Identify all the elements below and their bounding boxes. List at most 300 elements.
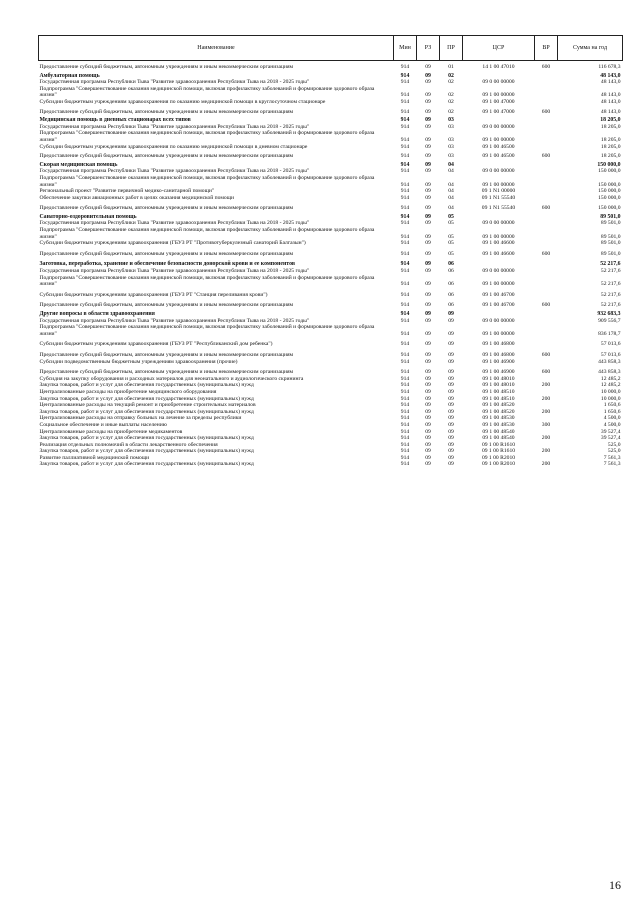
row-ministry: 914 — [400, 435, 410, 442]
row-sum: 18 205,0 — [600, 153, 621, 160]
table-row — [39, 150, 623, 160]
row-ministry: 914 — [400, 395, 410, 402]
row-subsection: 09 — [448, 369, 454, 376]
row-ministry: 914 — [400, 123, 410, 130]
table-row — [39, 175, 623, 188]
row-sum: 39 527,4 — [600, 435, 621, 442]
row-ministry: 914 — [400, 92, 410, 99]
row-name: Закупка товаров, работ и услуг для обеспечения государственных (муниципальных) нужд — [39, 435, 254, 442]
row-sum: 7 561,3 — [603, 454, 621, 461]
row-ministry: 914 — [400, 317, 410, 324]
row-sum: 150 000,0 — [598, 168, 621, 175]
row-target-article: 09 1 00 46800 — [482, 341, 515, 348]
row-sum: 39 527,4 — [600, 428, 621, 435]
budget-table — [38, 35, 623, 468]
row-subsection: 03 — [448, 117, 454, 124]
row-sum: 18 205,0 — [600, 136, 621, 143]
row-sum: 89 501,0 — [600, 220, 621, 227]
row-expense-type — [535, 376, 558, 383]
row-subsection: 02 — [448, 98, 454, 105]
row-section: 09 — [425, 388, 431, 395]
row-name: Амбулаторная помощь — [39, 72, 100, 79]
section-row — [39, 212, 623, 221]
table-header-row — [39, 36, 623, 61]
row-target-article: 09 1 00 46800 — [482, 351, 515, 358]
row-subsection: 09 — [448, 358, 454, 365]
row-sum: 12 485,2 — [600, 375, 621, 382]
row-ministry: 914 — [400, 428, 410, 435]
row-target-article: 09 1 00 00000 — [482, 92, 515, 99]
header-name: Наименование — [39, 36, 394, 61]
row-section: 09 — [425, 79, 431, 86]
row-subsection: 02 — [448, 79, 454, 86]
row-section: 09 — [425, 402, 431, 409]
row-ministry: 914 — [400, 161, 410, 168]
row-sum: 52 217,6 — [600, 281, 621, 288]
row-target-article: 09 0 00 00000 — [482, 79, 515, 86]
row-section: 09 — [425, 268, 431, 275]
row-name: Централизованные расходы на отправку больных на лечение за пределы республики — [39, 415, 242, 422]
row-subsection: 09 — [448, 341, 454, 348]
row-expense-type — [535, 160, 558, 169]
row-target-article: 09 1 N1 55540 — [481, 194, 516, 201]
row-subsection: 02 — [448, 72, 454, 79]
row-expense-type: 600 — [541, 302, 551, 309]
row-sum: 116 678,3 — [598, 64, 621, 70]
row-target-article: 09 1 00 48510 — [482, 395, 515, 402]
row-name: Подпрограмма "Совершенствование оказания медицинской помощи, включая профилактику заболеваний и формирование здорового образа жизни" — [39, 85, 375, 99]
row-ministry: 914 — [400, 421, 410, 428]
row-subsection: 02 — [448, 108, 454, 115]
row-ministry: 914 — [400, 79, 410, 86]
row-expense-type — [535, 429, 558, 436]
table-row — [39, 106, 623, 116]
row-target-article: 14 1 00 47010 — [482, 64, 515, 70]
row-target-article: 09 0 00 00000 — [482, 268, 515, 275]
row-section: 09 — [425, 261, 431, 268]
row-section: 09 — [425, 369, 431, 376]
row-section: 09 — [425, 454, 431, 461]
row-section: 09 — [425, 302, 431, 309]
section-row — [39, 309, 623, 318]
header-section: РЗ — [417, 36, 440, 61]
row-ministry: 914 — [400, 415, 410, 422]
row-sum: 48 143,0 — [600, 92, 621, 99]
row-name: Государственная программа Республики Тыва "Развитие здравоохранения Республики Тыва на 2018 - 2025 годы" — [39, 79, 310, 86]
row-expense-type — [535, 227, 558, 240]
header-annual-sum: Сумма на год — [558, 36, 623, 61]
row-target-article: 09 1 00 R1610 — [481, 441, 516, 448]
row-subsection: 06 — [448, 291, 454, 298]
row-ministry: 914 — [400, 117, 410, 124]
table-row — [39, 168, 623, 175]
row-target-article: 09 0 00 00000 — [482, 123, 515, 130]
row-section: 09 — [425, 421, 431, 428]
table-row — [39, 422, 623, 429]
table-row — [39, 389, 623, 396]
table-row — [39, 220, 623, 227]
table-row — [39, 247, 623, 258]
table-row — [39, 240, 623, 247]
row-ministry: 914 — [400, 341, 410, 348]
row-name: Заготовка, переработка, хранение и обеспечение безопасности донорской крови и ее компонентов — [39, 261, 295, 268]
section-row — [39, 115, 623, 124]
row-ministry: 914 — [400, 330, 410, 337]
row-name: Социальное обеспечение и иные выплаты населению — [39, 421, 167, 428]
row-expense-type — [535, 99, 558, 106]
row-target-article: 09 1 00 R2010 — [481, 454, 516, 461]
row-sum: 150 000,0 — [598, 205, 621, 212]
row-sum: 52 217,6 — [600, 291, 621, 298]
row-subsection: 04 — [448, 205, 454, 212]
row-target-article: 09 1 00 48010 — [482, 382, 515, 389]
row-sum: 10 000,0 — [600, 395, 621, 402]
row-section: 09 — [425, 72, 431, 79]
table-row — [39, 396, 623, 403]
row-name: Медицинская помощь в дневных стационарах всех типов — [39, 117, 191, 124]
table-row — [39, 124, 623, 131]
row-ministry: 914 — [400, 194, 410, 201]
row-target-article: 09 1 00 00000 — [482, 281, 515, 288]
row-section: 09 — [425, 415, 431, 422]
row-section: 09 — [425, 233, 431, 240]
row-name: Закупка товаров, работ и услуг для обеспечения государственных (муниципальных) нужд — [39, 461, 254, 468]
row-section: 09 — [425, 188, 431, 195]
row-name: Субсидии подведомственным бюджетным учреждениям здравоохранения (прочие) — [39, 358, 238, 365]
table-row — [39, 359, 623, 366]
table-row — [39, 402, 623, 409]
table-row — [39, 337, 623, 348]
section-row — [39, 160, 623, 169]
row-sum: 89 501,0 — [600, 240, 621, 247]
table-row — [39, 435, 623, 442]
row-ministry: 914 — [400, 240, 410, 247]
row-section: 09 — [425, 213, 431, 220]
table-row — [39, 195, 623, 202]
row-target-article — [463, 257, 535, 268]
row-ministry: 914 — [400, 233, 410, 240]
row-expense-type — [535, 115, 558, 124]
row-section: 09 — [425, 220, 431, 227]
row-expense-type — [535, 288, 558, 299]
row-section: 09 — [425, 161, 431, 168]
row-target-article: 09 1 00 47000 — [482, 108, 515, 115]
row-name: Санаторно-оздоровительная помощь — [39, 213, 137, 220]
row-sum: 1 650,6 — [603, 408, 621, 415]
table-row — [39, 79, 623, 86]
row-subsection: 03 — [448, 143, 454, 150]
row-target-article: 09 0 00 00000 — [482, 220, 515, 227]
row-ministry: 914 — [400, 302, 410, 309]
table-row — [39, 268, 623, 275]
row-target-article: 09 1 00 48010 — [482, 375, 515, 382]
row-name: Закупка товаров, работ и услуг для обеспечения государственных (муниципальных) нужд — [39, 408, 254, 415]
row-subsection: 09 — [448, 375, 454, 382]
row-ministry: 914 — [400, 136, 410, 143]
row-sum: 89 501,0 — [600, 233, 621, 240]
row-subsection: 05 — [448, 250, 454, 257]
row-name: Подпрограмма "Совершенствование оказания медицинской помощи, включая профилактику заболеваний и формирование здорового образа жизни" — [39, 130, 375, 143]
row-expense-type — [535, 86, 558, 99]
row-target-article — [463, 212, 535, 221]
row-subsection: 09 — [448, 408, 454, 415]
row-name: Государственная программа Республики Тыва "Развитие здравоохранения Республики Тыва на 2018 - 2025 годы" — [39, 220, 310, 227]
row-name: Закупка товаров, работ и услуг для обеспечения государственных (муниципальных) нужд — [39, 382, 254, 389]
row-name: Предоставление субсидий бюджетным, автономным учреждениям и иным некоммерческим организациям — [39, 64, 294, 70]
row-subsection: 01 — [448, 64, 454, 70]
row-sum: 150 000,0 — [598, 181, 621, 188]
row-name: Государственная программа Республики Тыва "Развитие здравоохранения Республики Тыва на 2018 - 2025 годы" — [39, 123, 310, 130]
row-subsection: 06 — [448, 281, 454, 288]
row-name: Закупка товаров, работ и услуг для обеспечения государственных (муниципальных) нужд — [39, 395, 254, 402]
row-name: Реализация отдельных полномочий в области лекарственного обеспечения — [39, 441, 218, 448]
row-sum: 525,0 — [607, 448, 621, 455]
row-sum: 89 501,0 — [600, 213, 621, 220]
table-row — [39, 376, 623, 383]
row-target-article: 09 1 00 46700 — [482, 302, 515, 309]
row-subsection: 03 — [448, 123, 454, 130]
row-name: Субсидии бюджетным учреждениям здравоохранения (ГБУЗ РТ "Республиканский дом ребенка") — [39, 341, 273, 348]
row-ministry: 914 — [400, 213, 410, 220]
row-expense-type — [535, 144, 558, 151]
row-expense-type — [535, 389, 558, 396]
row-sum: 525,0 — [607, 441, 621, 448]
row-ministry: 914 — [400, 188, 410, 195]
row-subsection: 09 — [448, 415, 454, 422]
row-expense-type — [535, 71, 558, 80]
row-subsection: 09 — [448, 351, 454, 358]
table-body — [39, 61, 623, 469]
row-section: 09 — [425, 181, 431, 188]
row-subsection: 09 — [448, 454, 454, 461]
row-sum: 150 000,0 — [597, 161, 621, 168]
row-subsection: 05 — [448, 233, 454, 240]
row-subsection: 09 — [448, 395, 454, 402]
table-row — [39, 455, 623, 462]
row-sum: 48 143,0 — [600, 108, 621, 115]
row-target-article: 09 1 N1 55540 — [481, 205, 516, 212]
row-target-article: 09 0 00 00000 — [482, 168, 515, 175]
row-section: 09 — [425, 330, 431, 337]
row-ministry: 914 — [400, 382, 410, 389]
row-ministry: 914 — [400, 261, 410, 268]
row-target-article: 09 1 00 00000 — [482, 330, 515, 337]
table-row — [39, 442, 623, 449]
row-subsection: 03 — [448, 136, 454, 143]
row-ministry: 914 — [400, 454, 410, 461]
row-name: Субсидии бюджетным учреждениям здравоохранения по оказанию медицинской помощи в круглосуточном стационаре — [39, 98, 326, 105]
table-row — [39, 288, 623, 299]
row-expense-type — [535, 188, 558, 195]
row-section: 09 — [425, 143, 431, 150]
table-row — [39, 61, 623, 71]
table-row — [39, 144, 623, 151]
row-target-article: 09 1 00 46700 — [482, 291, 515, 298]
row-subsection: 06 — [448, 268, 454, 275]
row-target-article: 09 1 00 46500 — [482, 143, 515, 150]
row-name: Подпрограмма "Совершенствование оказания медицинской помощи, включая профилактику заболеваний и формирование здорового образа жизни" — [39, 174, 375, 188]
row-expense-type: 200 — [541, 382, 551, 389]
header-target-article: ЦСР — [463, 36, 535, 61]
row-expense-type — [535, 455, 558, 462]
row-section: 09 — [425, 168, 431, 175]
row-section: 09 — [425, 281, 431, 288]
row-sum: 443 858,3 — [598, 358, 621, 365]
row-section: 09 — [425, 461, 431, 468]
row-name: Предоставление субсидий бюджетным, автономным учреждениям и иным некоммерческим организациям — [39, 205, 294, 212]
row-sum: 52 217,6 — [600, 261, 621, 268]
row-ministry: 914 — [400, 448, 410, 455]
row-target-article: 09 1 00 00000 — [482, 136, 515, 143]
row-section: 09 — [425, 441, 431, 448]
row-expense-type: 200 — [541, 448, 551, 455]
row-target-article: 09 1 00 48530 — [482, 415, 515, 422]
row-target-article: 09 0 00 00000 — [482, 317, 515, 324]
row-ministry: 914 — [400, 441, 410, 448]
row-section: 09 — [425, 250, 431, 257]
row-subsection: 04 — [448, 188, 454, 195]
row-ministry: 914 — [400, 205, 410, 212]
row-ministry: 914 — [400, 168, 410, 175]
row-ministry: 914 — [400, 72, 410, 79]
row-section: 09 — [425, 123, 431, 130]
row-target-article: 09 1 00 46600 — [482, 250, 515, 257]
table-row — [39, 227, 623, 240]
row-section: 09 — [425, 341, 431, 348]
row-target-article: 09 1 00 48530 — [482, 421, 515, 428]
row-name: Субсидии бюджетным учреждениям здравоохранения по оказанию медицинской помощи в дневном стационаре — [39, 143, 308, 150]
row-ministry: 914 — [400, 98, 410, 105]
row-name: Предоставление субсидий бюджетным, автономным учреждениям и иным некоммерческим организациям — [39, 351, 294, 358]
row-name: Обеспечение закупки авиационных работ в целях оказания медицинской помощи — [39, 194, 234, 201]
row-name: Закупка товаров, работ и услуг для обеспечения государственных (муниципальных) нужд — [39, 448, 254, 455]
row-expense-type — [535, 359, 558, 366]
row-ministry: 914 — [400, 250, 410, 257]
table-row — [39, 130, 623, 143]
row-target-article: 09 1 00 46500 — [482, 153, 515, 160]
row-section: 09 — [425, 408, 431, 415]
row-expense-type — [535, 268, 558, 275]
row-section: 09 — [425, 240, 431, 247]
row-section: 09 — [425, 98, 431, 105]
table-row — [39, 318, 623, 325]
row-sum: 7 561,3 — [603, 461, 621, 468]
row-sum: 12 485,2 — [600, 382, 621, 389]
row-sum: 18 205,0 — [600, 117, 621, 124]
row-name: Предоставление субсидий бюджетным, автономным учреждениям и иным некоммерческим организациям — [39, 250, 294, 257]
row-sum: 1 650,6 — [603, 402, 621, 409]
row-name: Предоставление субсидий бюджетным, автономным учреждениям и иным некоммерческим организациям — [39, 153, 294, 160]
row-name: Развитие паллиативной медицинской помощи — [39, 454, 150, 461]
row-section: 09 — [425, 205, 431, 212]
row-sum: 443 858,3 — [598, 369, 621, 376]
row-subsection: 09 — [448, 461, 454, 468]
row-expense-type — [535, 324, 558, 337]
row-subsection: 05 — [448, 213, 454, 220]
row-name: Другие вопросы в области здравоохранения — [39, 311, 155, 317]
row-ministry: 914 — [400, 143, 410, 150]
row-name: Подпрограмма "Совершенствование оказания медицинской помощи, включая профилактику заболеваний и формирование здорового образа жизни" — [39, 227, 375, 240]
row-subsection: 06 — [448, 261, 454, 268]
table-row — [39, 324, 623, 337]
row-target-article: 09 1 00 46600 — [482, 240, 515, 247]
row-expense-type: 600 — [541, 351, 551, 358]
row-subsection: 04 — [448, 168, 454, 175]
row-expense-type — [535, 402, 558, 409]
row-subsection: 09 — [448, 428, 454, 435]
budget-document — [38, 35, 622, 468]
row-target-article: 09 1 00 48520 — [482, 402, 515, 409]
row-name: Субсидии бюджетным учреждениям здравоохранения (ГБУЗ РТ "Противотуберкулезный санаторий Балгазын") — [39, 240, 306, 247]
row-sum: 4 500,0 — [603, 415, 621, 422]
row-section: 09 — [425, 108, 431, 115]
row-ministry: 914 — [400, 375, 410, 382]
row-sum: 48 143,0 — [600, 79, 621, 86]
row-section: 09 — [425, 448, 431, 455]
row-ministry: 914 — [400, 108, 410, 115]
header-ministry: Мин — [394, 36, 417, 61]
row-subsection: 09 — [448, 448, 454, 455]
row-expense-type — [535, 124, 558, 131]
row-subsection: 09 — [448, 382, 454, 389]
row-name: Централизованные расходы на текущий ремонт и приобретение строительных материалов — [39, 402, 256, 409]
row-name: Подпрограмма "Совершенствование оказания медицинской помощи, включая профилактику заболеваний и формирование здорового образа жизни" — [39, 274, 375, 288]
row-section: 09 — [425, 64, 431, 70]
table-row — [39, 409, 623, 416]
row-section: 09 — [425, 351, 431, 358]
header-subsection: ПР — [440, 36, 463, 61]
row-ministry: 914 — [400, 402, 410, 409]
row-sum: 10 000,0 — [600, 388, 621, 395]
row-section: 09 — [425, 317, 431, 324]
row-sum: 836 178,7 — [598, 330, 621, 337]
section-row — [39, 257, 623, 268]
row-expense-type: 600 — [541, 250, 551, 257]
row-expense-type — [535, 195, 558, 202]
row-subsection: 09 — [448, 435, 454, 442]
table-row — [39, 99, 623, 106]
row-subsection: 09 — [448, 441, 454, 448]
row-ministry: 914 — [400, 281, 410, 288]
row-section: 09 — [425, 435, 431, 442]
row-name: Региональный проект "Развитие первичной медико-санитарной помощи" — [39, 188, 215, 195]
row-target-article — [463, 309, 535, 318]
row-subsection: 09 — [448, 421, 454, 428]
row-subsection: 09 — [448, 388, 454, 395]
row-sum: 48 143,0 — [600, 72, 621, 79]
table-row — [39, 298, 623, 309]
row-expense-type — [535, 257, 558, 268]
row-expense-type: 600 — [541, 205, 551, 212]
row-name: Предоставление субсидий бюджетным, автономным учреждениям и иным некоммерческим организациям — [39, 369, 294, 376]
row-ministry: 914 — [400, 268, 410, 275]
row-expense-type: 600 — [541, 153, 551, 160]
row-subsection: 04 — [448, 181, 454, 188]
row-target-article: 09 1 00 48540 — [482, 435, 515, 442]
row-section: 09 — [425, 291, 431, 298]
table-row — [39, 86, 623, 99]
table-row — [39, 188, 623, 195]
row-name: Подпрограмма "Совершенствование оказания медицинской помощи, включая профилактику заболеваний и формирование здорового образа жизни" — [39, 324, 375, 337]
row-section: 09 — [425, 136, 431, 143]
row-ministry: 914 — [400, 291, 410, 298]
table-row — [39, 461, 623, 468]
table-row — [39, 429, 623, 436]
row-expense-type — [535, 309, 558, 318]
table-row — [39, 201, 623, 212]
row-ministry: 914 — [400, 153, 410, 160]
row-target-article: 09 1 00 47000 — [482, 98, 515, 105]
